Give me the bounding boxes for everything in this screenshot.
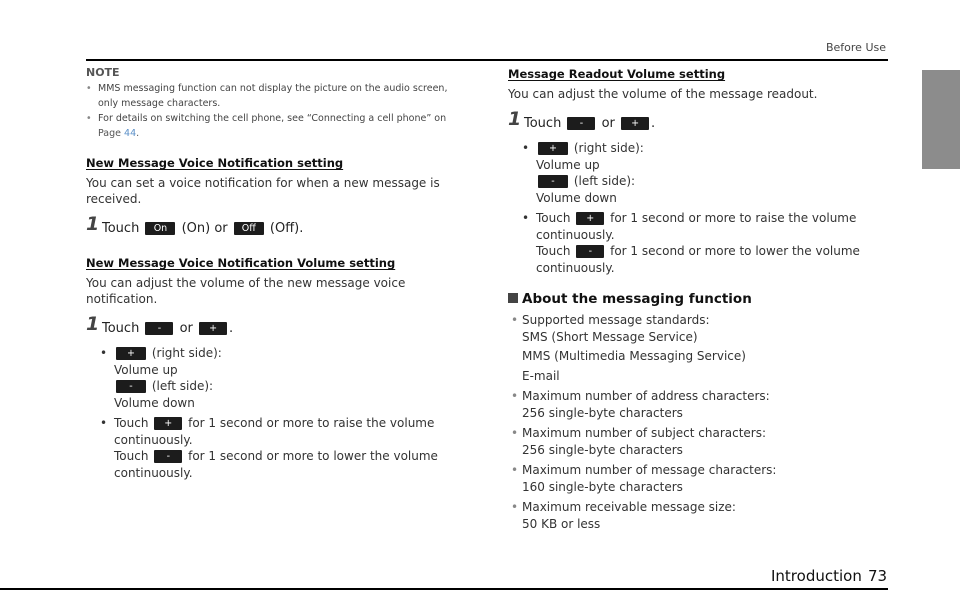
step-text: . — [651, 116, 656, 131]
bullet: • — [522, 141, 530, 155]
list-label: Maximum receivable message size: — [522, 500, 736, 514]
header-rule — [86, 59, 888, 61]
step-text: Touch — [102, 321, 140, 336]
bullet: • — [86, 113, 92, 124]
step-text: (Off). — [269, 221, 304, 236]
step-text: or — [601, 116, 615, 131]
right-column — [508, 66, 868, 532]
list-text: continuously. — [536, 260, 615, 275]
page-reference[interactable] — [98, 128, 139, 139]
list-text: (left side): — [573, 174, 636, 188]
step — [86, 313, 464, 339]
note-title: NOTE — [86, 66, 120, 79]
running-header: Before Use — [825, 41, 886, 54]
list-text: Volume down — [536, 190, 617, 205]
volume-up-button[interactable]: + — [199, 322, 227, 335]
list-label: Maximum number of subject characters: — [522, 426, 767, 440]
list-text: (left side): — [151, 379, 214, 393]
volume-down-button[interactable]: - — [116, 380, 146, 393]
about-list — [508, 312, 868, 532]
volume-up-button[interactable]: + — [621, 117, 649, 130]
list-item — [520, 210, 868, 276]
list-text: for 1 second or more to raise the volume — [188, 416, 435, 430]
step-text: . — [229, 321, 234, 336]
readout-section — [508, 66, 868, 276]
bullet: • — [522, 211, 530, 225]
list-item — [508, 312, 868, 384]
bullet: • — [511, 426, 519, 440]
list-item — [508, 462, 868, 495]
list-item — [508, 425, 868, 458]
list-text: for 1 second or more to raise the volume — [610, 211, 857, 225]
list-text: (right side): — [151, 346, 222, 360]
step — [508, 108, 868, 134]
bullet: • — [511, 500, 519, 514]
off-button[interactable]: Off — [234, 222, 264, 235]
section-description: You can set a voice notification for when a new message is received. — [86, 176, 440, 206]
list-text: Volume down — [114, 395, 195, 410]
about-section — [508, 290, 868, 532]
list-label: Maximum number of address characters: — [522, 389, 770, 403]
volume-down-button[interactable]: - — [576, 245, 604, 258]
volume-section — [86, 255, 464, 481]
step-text: or — [179, 321, 193, 336]
list-value: 50 KB or less — [522, 516, 601, 531]
list-item — [98, 415, 464, 481]
step — [86, 213, 464, 239]
list-text: for 1 second or more to lower the volume — [188, 449, 438, 463]
square-bullet-icon — [508, 293, 518, 303]
note-item — [86, 111, 464, 141]
volume-down-button[interactable]: - — [145, 322, 173, 335]
list-text: Volume up — [114, 362, 178, 377]
volume-up-button[interactable]: + — [154, 417, 182, 430]
footer-rule — [0, 588, 888, 590]
volume-up-button[interactable]: + — [576, 212, 604, 225]
list-item — [508, 499, 868, 532]
notification-section — [86, 155, 464, 239]
list-text: for 1 second or more to lower the volume — [610, 244, 860, 258]
list-value: MMS (Multimedia Messaging Service) — [522, 349, 746, 363]
step-number: 1 — [86, 313, 100, 335]
about-heading — [508, 290, 868, 308]
page-prefix: Page — [98, 128, 121, 139]
step-number: 1 — [508, 108, 522, 130]
bullet: • — [100, 416, 108, 430]
volume-up-button[interactable]: + — [116, 347, 146, 360]
list-item — [508, 388, 868, 421]
page-link[interactable]: 44 — [124, 128, 137, 139]
step-text: Touch — [524, 116, 562, 131]
bullet: • — [86, 83, 92, 94]
section-description: You can adjust the volume of the new message voice notification. — [86, 276, 406, 306]
list-text: Touch — [114, 449, 149, 463]
note-item — [86, 81, 464, 111]
step-bullets — [86, 345, 464, 481]
step-text: (On) or — [181, 221, 228, 236]
list-text: continuously. — [114, 465, 193, 480]
about-heading-text: About the messaging function — [522, 291, 752, 307]
list-label: Supported message standards: — [522, 313, 710, 327]
list-value: 160 single-byte characters — [522, 479, 683, 494]
footer-section-title: Introduction — [771, 567, 862, 585]
section-title: New Message Voice Notification setting — [86, 156, 344, 170]
list-text: continuously. — [114, 432, 193, 447]
note-text: MMS messaging function can not display the picture on the audio screen, only message characters. — [98, 83, 448, 109]
list-text: Touch — [114, 416, 149, 430]
volume-down-button[interactable]: - — [538, 175, 568, 188]
section-title: Message Readout Volume setting — [508, 67, 726, 81]
note-text: For details on switching the cell phone, see “Connecting a cell phone” on — [98, 113, 447, 124]
step-text: Touch — [102, 221, 140, 236]
list-item — [98, 345, 464, 411]
list-text: Touch — [536, 244, 571, 258]
section-description: You can adjust the volume of the message readout. — [508, 87, 818, 101]
list-value: SMS (Short Message Service) — [522, 329, 698, 344]
list-text: (right side): — [573, 141, 644, 155]
on-button[interactable]: On — [145, 222, 175, 235]
list-label: Maximum number of message characters: — [522, 463, 777, 477]
bullet: • — [511, 389, 519, 403]
step-bullets — [508, 140, 868, 276]
side-section-tab — [922, 70, 960, 169]
bullet: • — [511, 313, 519, 327]
volume-down-button[interactable]: - — [154, 450, 182, 463]
list-text: Touch — [536, 211, 571, 225]
section-title: New Message Voice Notification Volume setting — [86, 256, 396, 270]
list-value: 256 single-byte characters — [522, 442, 683, 457]
bullet: • — [100, 346, 108, 360]
volume-down-button[interactable]: - — [567, 117, 595, 130]
list-value: E-mail — [522, 368, 560, 383]
list-text: continuously. — [536, 227, 615, 242]
left-column — [86, 66, 464, 481]
list-value: 256 single-byte characters — [522, 405, 683, 420]
volume-up-button[interactable]: + — [538, 142, 568, 155]
step-number: 1 — [86, 213, 100, 235]
page-suffix: . — [136, 128, 140, 139]
bullet: • — [511, 463, 519, 477]
list-item — [520, 140, 868, 206]
page-number: 73 — [868, 567, 888, 585]
list-text: Volume up — [536, 157, 600, 172]
